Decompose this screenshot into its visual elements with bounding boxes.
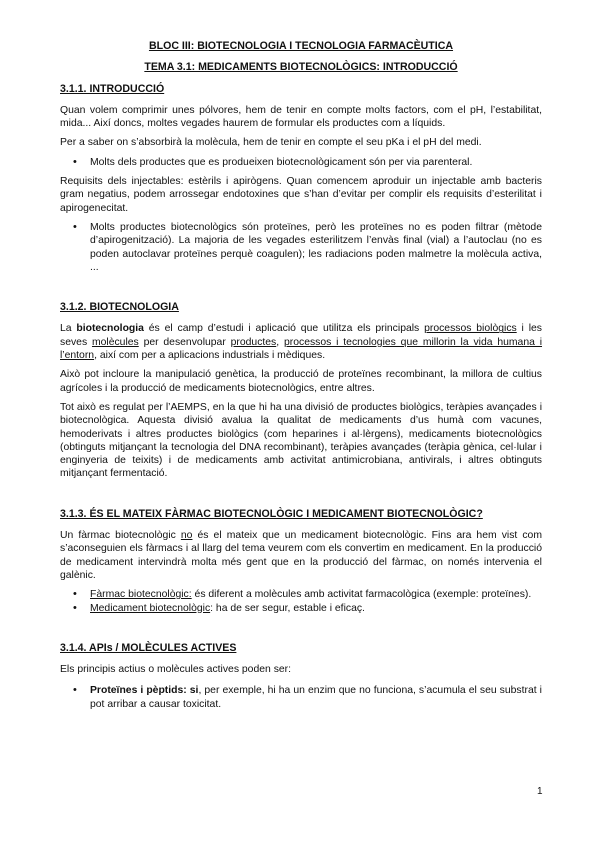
text: és diferent a molècules amb activitat farmacològica (exemple: proteïnes). <box>191 589 532 601</box>
list-item: • Molts productes biotecnològics són proteïnes, però les proteïnes no es poden filtrar (mètode d’apirogenització). La majoria de les vegades esterilitzem l’envàs final (vial) a l’autoclau (no es poden autoclavar proteïnes perquè coagulen); les radiacions poden malmetre la molècula activa, ... <box>90 221 542 274</box>
list-item <box>90 684 542 711</box>
bullet-list <box>60 221 542 274</box>
underlined-term: Medicament biotecnològic <box>90 602 211 614</box>
paragraph: Per a saber on s’absorbirà la molècula, hem de tenir en compte el seu pKa i el pH del medi. <box>60 137 482 149</box>
list-item: • Molts dels productes que es produeixen biotecnològicament són per via parenteral. <box>90 156 542 169</box>
text: Un fàrmac biotecnològic <box>60 530 181 542</box>
text: , per exemple, hi ha un enzim que no funciona, s’acumula el seu substrat i pot arribar a causar toxicitat. <box>90 685 542 710</box>
text: , així com per a aplicacions industrials i mèdiques. <box>94 350 326 362</box>
section-heading-apis: 3.1.4. APIs / MOLÈCULES ACTIVES <box>60 641 237 654</box>
paragraph: Tot això es regulat per l’AEMPS, en la que hi ha una divisió de productes biològics, teràpies avançades i biotecnològica. Aquesta divisió avalua la qualitat de medicaments d’us humà com vacunes, hemoderivats i altres productes biològics (com heparines i al·lèrgens), medicaments biotecnològics (obtinguts mitjançant la tecnologia del DNA recombinant), teràpies avançades (teràpia gènica, cel·lular i enginyeria de teixits) i de medicaments amb activitat antimicrobiana, antivirals, i altres obtinguts mitjançant fermentació. <box>60 401 542 480</box>
bold-term: biotecnologia <box>76 323 144 335</box>
bloc-title: BLOC III: BIOTECNOLOGIA I TECNOLOGIA FARMACÈUTICA <box>148 40 454 52</box>
section-heading-introduccio: 3.1.1. INTRODUCCIÓ <box>60 82 165 95</box>
underlined-term: productes <box>230 336 277 348</box>
text: és el camp d’estudi i aplicació que utilitza els principals <box>143 323 425 335</box>
section-heading-farmac-vs-medicament: 3.1.3. ÉS EL MATEIX FÀRMAC BIOTECNOLÒGIC I MEDICAMENT BIOTECNOLÒGIC? <box>60 507 483 520</box>
paragraph: Quan volem comprimir unes pólvores, hem de tenir en compte molts factors, com el pH, l’estabilitat, mida... Així doncs, moltes vegades haurem de formular els productes com a líquids. <box>60 104 542 130</box>
bullet-list <box>60 156 542 169</box>
page-number: 1 <box>537 786 543 797</box>
underlined-term: processos i tecnologies que millorin la vida humana i l’entorn <box>60 336 543 362</box>
tema-title: TEMA 3.1: MEDICAMENTS BIOTECNOLÒGICS: INTRODUCCIÓ <box>144 61 458 74</box>
underlined-term: Fàrmac biotecnològic: <box>90 589 192 601</box>
list-item <box>90 588 542 601</box>
text: : ha de ser segur, estable i eficaç. <box>210 602 365 614</box>
text: és el mateix que un medicament biotecnològic. Fins ara hem vist com s’aconseguien els fàrmacs i al llarg del tema veurem com els convertim en medicament. En la producció de medicament intervindrà molta més gent que en la producció del fàrmac, on només intervenia el galènic. <box>60 530 542 581</box>
paragraph <box>60 529 542 582</box>
section-heading-biotecnologia: 3.1.2. BIOTECNOLOGIA <box>60 301 179 314</box>
underlined-term: no <box>180 530 193 542</box>
bullet-list <box>60 684 542 711</box>
text: La <box>60 323 77 335</box>
text: i les seves <box>60 323 542 348</box>
paragraph: Requisits dels injectables: estèrils i apirògens. Quan comencem aproduir un injectable amb bacteris gram negatius, podem arrossegar endotoxines que s’han d’evitar per complir els requisits d’esterilitat i apirogenecitat. <box>60 176 542 214</box>
underlined-term: molècules <box>91 336 139 348</box>
text: per desenvolupar <box>138 336 231 348</box>
underlined-term: processos biològics <box>424 323 517 335</box>
bold-term: Proteïnes i pèptids: si <box>90 685 199 697</box>
list-item <box>90 602 542 615</box>
paragraph <box>60 322 542 362</box>
document-page <box>60 40 542 711</box>
paragraph: Això pot incloure la manipulació genètica, la producció de proteïnes recombinant, la millora de cultius agrícoles i la producció de medicaments biotecnològics, entre altres. <box>60 369 542 394</box>
bullet-list <box>60 588 542 615</box>
text: , <box>276 336 284 348</box>
paragraph: Els principis actius o molècules actives poden ser: <box>60 664 292 676</box>
